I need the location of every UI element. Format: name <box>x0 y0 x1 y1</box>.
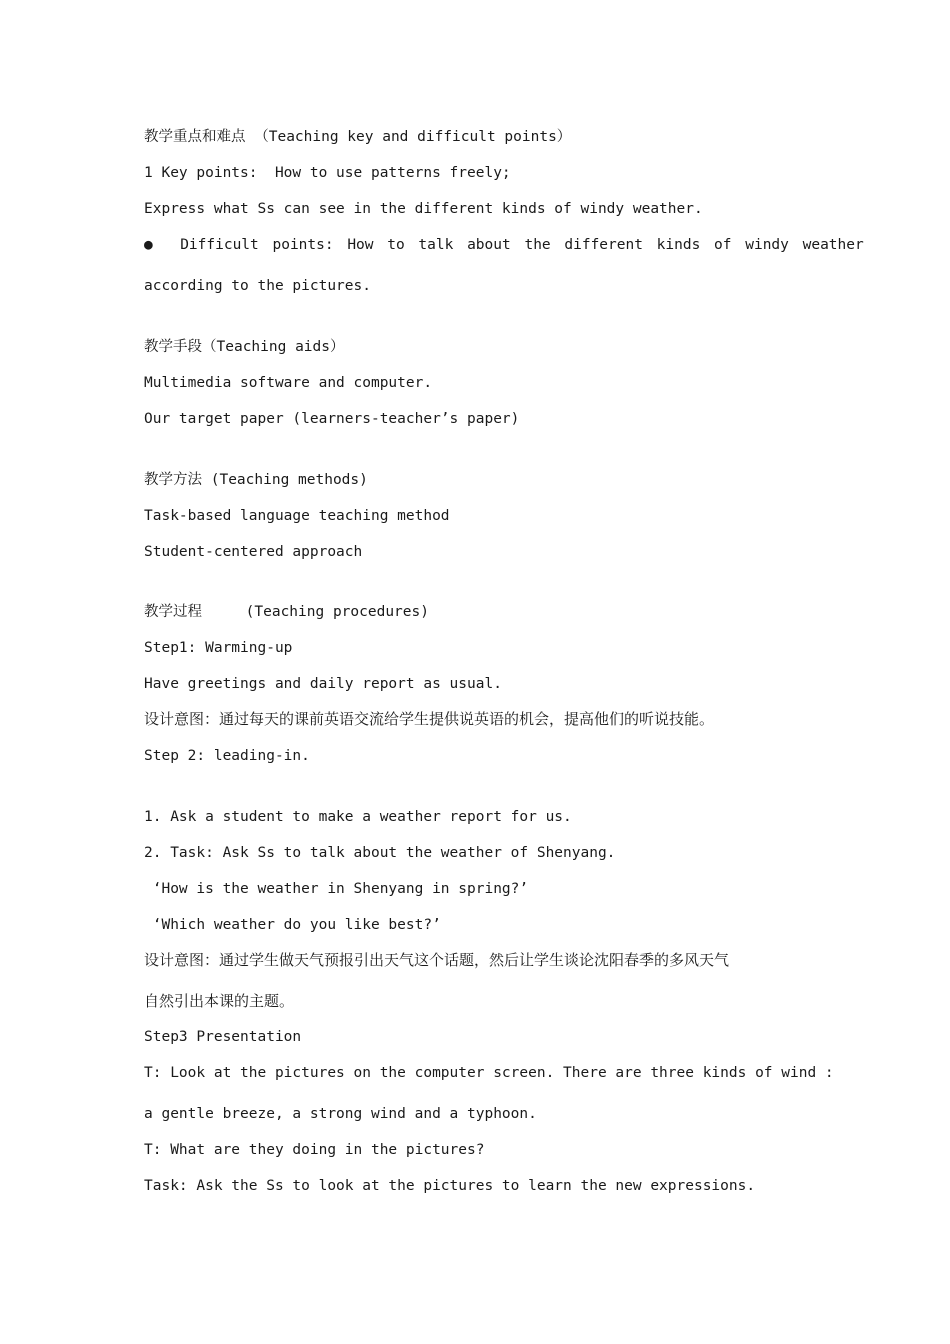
heading-teaching-methods: 教学方法 (Teaching methods) <box>144 472 368 488</box>
key-points-line: 1 Key points: How to use patterns freely; <box>144 165 511 181</box>
step1-text: Have greetings and daily report as usual. <box>144 676 502 692</box>
methods-item-1: Task-based language teaching method <box>144 508 450 524</box>
step2-intent-line-1: 设计意图：通过学生做天气预报引出天气这个话题，然后让学生谈论沈阳春季的多风天气 <box>144 951 730 969</box>
step2-question-1: ‘How is the weather in Shenyang in spring?’ <box>144 881 529 897</box>
step3-teacher-line-1: T: Look at the pictures on the computer screen. There are three kinds of wind : <box>144 1065 834 1081</box>
difficult-points-line: ● Difficult points: How to talk about the different kinds of windy weather <box>144 237 864 253</box>
heading-key-points: 教学重点和难点 （Teaching key and difficult points） <box>144 129 572 145</box>
step2-item-2: 2. Task: Ask Ss to talk about the weather of Shenyang. <box>144 845 616 861</box>
step2-question-2: ‘Which weather do you like best?’ <box>144 917 441 933</box>
step3-teacher-line-2: a gentle breeze, a strong wind and a typhoon. <box>144 1106 537 1122</box>
heading-teaching-procedures: 教学过程 (Teaching procedures) <box>144 604 429 620</box>
step2-title: Step 2: leading-in. <box>144 748 310 764</box>
step3-teacher-question: T: What are they doing in the pictures? <box>144 1142 485 1158</box>
key-points-line-2: Express what Ss can see in the different kinds of windy weather. <box>144 201 703 217</box>
step3-title: Step3 Presentation <box>144 1029 302 1045</box>
heading-teaching-aids: 教学手段（Teaching aids） <box>144 339 345 355</box>
step1-intent: 设计意图：通过每天的课前英语交流给学生提供说英语的机会，提高他们的听说技能。 <box>144 710 715 728</box>
methods-item-2: Student-centered approach <box>144 544 363 560</box>
aids-item-1: Multimedia software and computer. <box>144 375 433 391</box>
difficult-points-line-2: according to the pictures. <box>144 278 371 294</box>
step1-title: Step1: Warming-up <box>144 640 293 656</box>
step2-item-1: 1. Ask a student to make a weather report for us. <box>144 809 572 825</box>
step2-intent-line-2: 自然引出本课的主题。 <box>144 992 295 1010</box>
step3-task: Task: Ask the Ss to look at the pictures to learn the new expressions. <box>144 1178 756 1194</box>
aids-item-2: Our target paper (learners-teacher’s paper) <box>144 411 520 427</box>
